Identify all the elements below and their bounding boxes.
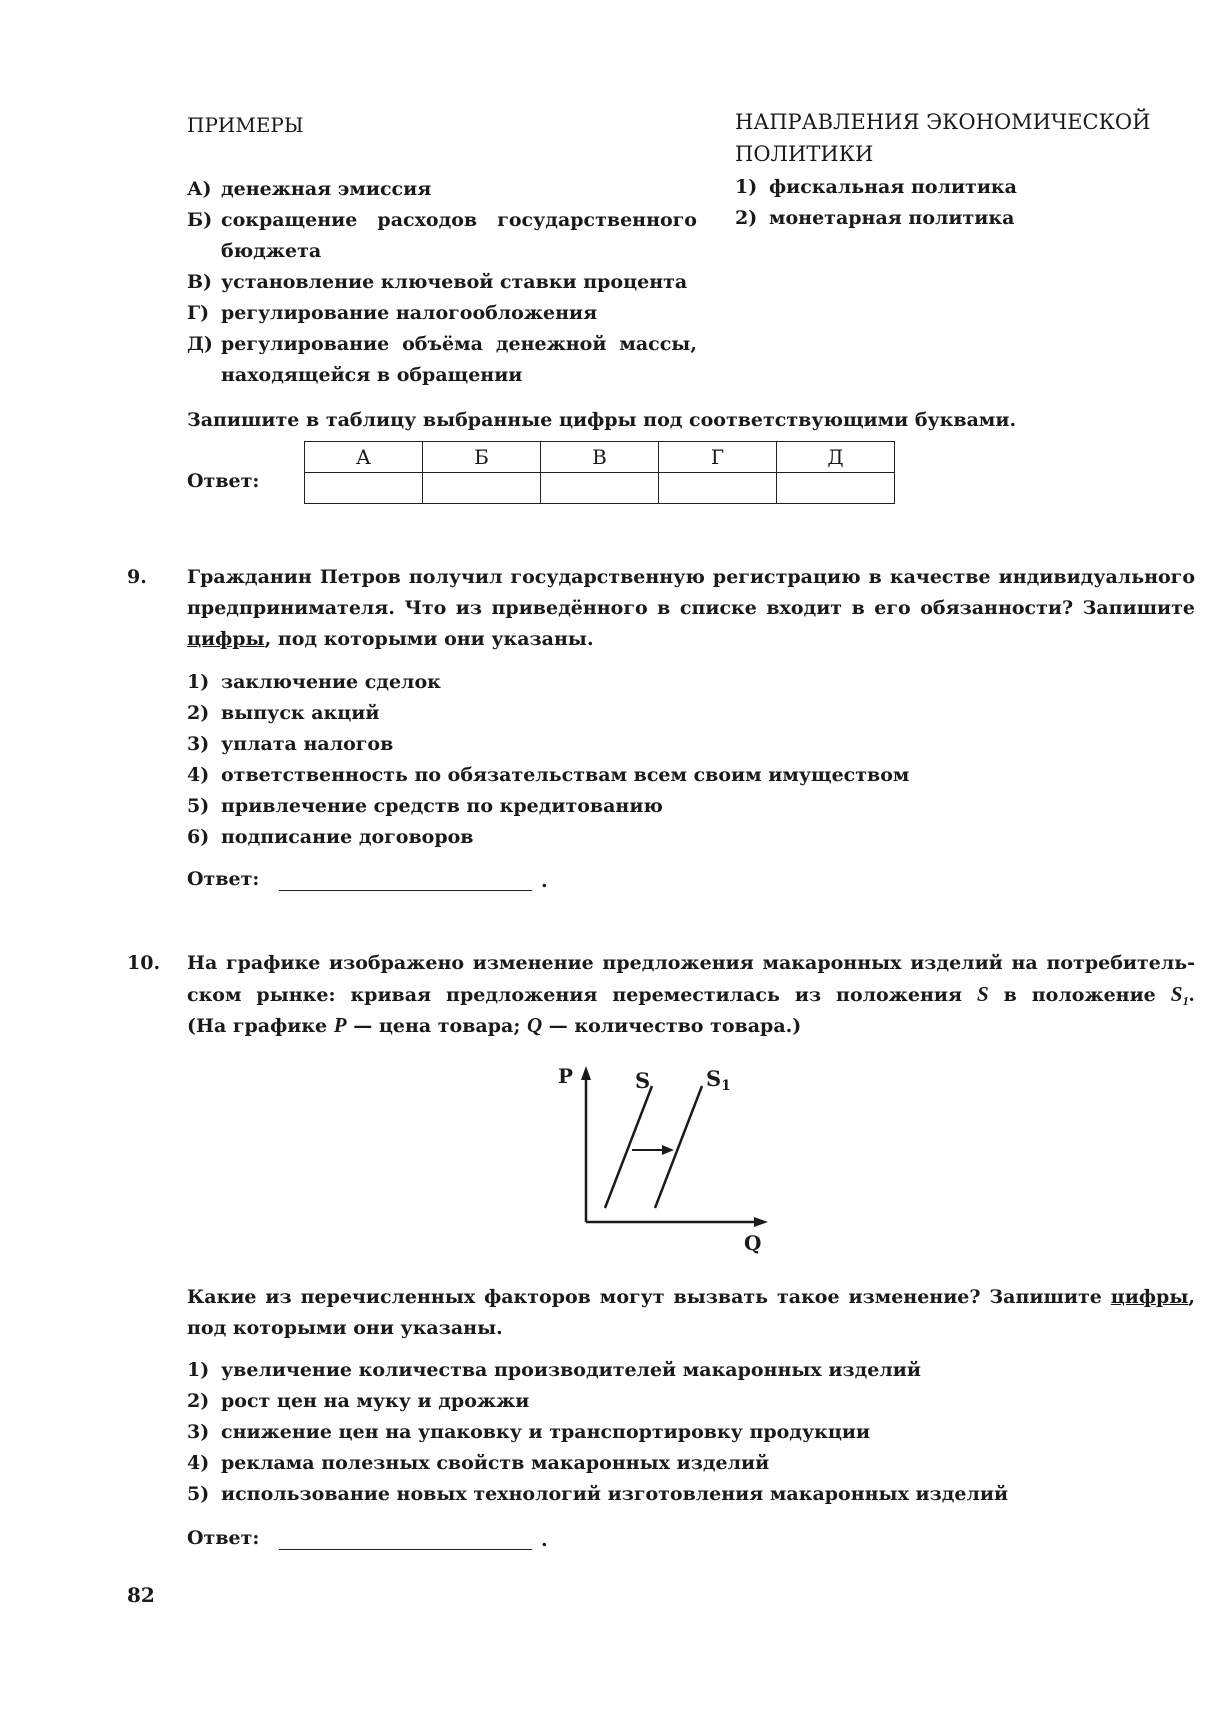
example-b-continued: бюджета — [221, 240, 322, 262]
examples-heading: ПРИМЕРЫ — [187, 113, 304, 137]
directions-heading-line1: НАПРАВЛЕНИЯ ЭКОНОМИЧЕСКОЙ — [735, 110, 1151, 134]
example-g: Г) регулирование налогообложения — [187, 302, 598, 324]
example-a: А) денежная эмиссия — [187, 178, 432, 200]
answer-end-10: . — [541, 1529, 548, 1551]
task10-question2-line2: под которыми они указаны. — [187, 1317, 503, 1339]
task9-question-line2: предпринимателя. Что из приведённого в списке входит в его обязанности? Запишите — [187, 597, 1195, 619]
answer-label-10: Ответ: — [187, 1527, 260, 1549]
shift-arrow-head — [662, 1145, 674, 1155]
task10-option-5: 5) использование новых технологий изготовления макаронных изделий — [187, 1483, 1009, 1505]
page-number: 82 — [127, 1583, 155, 1607]
task9-option-6: 6) подписание договоров — [187, 826, 474, 848]
supply-curve-s — [605, 1086, 652, 1208]
task9-option-4: 4) ответственность по обязательствам всем своим имуществом — [187, 764, 910, 786]
q-axis-arrow — [754, 1217, 768, 1227]
table-header-g: Г — [659, 442, 777, 473]
s-curve-label: S — [635, 1068, 651, 1093]
answer-line-9[interactable] — [279, 890, 532, 891]
task10-emphasis: цифры — [1110, 1286, 1189, 1308]
example-b: Б) сокращение расходов государственного — [187, 209, 697, 231]
answer-label-8: Ответ: — [187, 470, 260, 492]
task10-question2-line1: Какие из перечисленных факторов могут вызвать такое изменение? Запишите цифры, — [187, 1286, 1195, 1308]
task9-option-1: 1) заключение сделок — [187, 671, 441, 693]
table-header-d: Д — [777, 442, 895, 473]
task10-number: 10. — [127, 952, 161, 974]
task10-question-line2: ском рынке: кривая предложения переместилась из положения S в положение S₁. — [187, 982, 1195, 1006]
table-instruction: Запишите в таблицу выбранные цифры под соответствующими буквами. — [187, 409, 1017, 431]
table-header-v: В — [541, 442, 659, 473]
table-header-b: Б — [423, 442, 541, 473]
example-d-continued: находящейся в обращении — [221, 364, 523, 386]
s1-curve-label: S1 — [706, 1066, 731, 1094]
task10-option-1: 1) увеличение количества производителей макаронных изделий — [187, 1359, 921, 1381]
p-axis-arrow — [581, 1066, 591, 1080]
q-axis-label: Q — [744, 1231, 762, 1255]
task9-emphasis: цифры — [187, 628, 265, 650]
supply-shift-graph — [540, 1050, 780, 1260]
task10-question-line1: На графике изображено изменение предложения макаронных изделий на потребитель- — [187, 952, 1195, 974]
answer-cell-v[interactable] — [541, 473, 659, 504]
directions-heading-line2: ПОЛИТИКИ — [735, 142, 874, 166]
answer-cell-b[interactable] — [423, 473, 541, 504]
answer-line-10[interactable] — [279, 1549, 532, 1550]
answer-cell-g[interactable] — [659, 473, 777, 504]
task10-option-3: 3) снижение цен на упаковку и транспортировку продукции — [187, 1421, 871, 1443]
direction-2: 2) монетарная политика — [735, 207, 1015, 229]
task9-question-line1: Гражданин Петров получил государственную регистрацию в качестве индивидуального — [187, 566, 1195, 588]
answer-cell-d[interactable] — [777, 473, 895, 504]
direction-1: 1) фискальная политика — [735, 176, 1017, 198]
task9-option-3: 3) уплата налогов — [187, 733, 394, 755]
table-header-a: А — [305, 442, 423, 473]
task9-question-line3: цифры, под которыми они указаны. — [187, 628, 594, 650]
task9-number: 9. — [127, 566, 147, 588]
answer-end-9: . — [541, 870, 548, 892]
answer-cell-a[interactable] — [305, 473, 423, 504]
task10-option-2: 2) рост цен на муку и дрожжи — [187, 1390, 530, 1412]
p-axis-label: P — [558, 1064, 574, 1088]
example-d: Д) регулирование объёма денежной массы, — [187, 333, 697, 355]
example-v: В) установление ключевой ставки процента — [187, 271, 688, 293]
task10-question-line3: (На графике P — цена товара; Q — количество товара.) — [187, 1013, 802, 1037]
answer-table — [304, 441, 895, 504]
task9-option-5: 5) привлечение средств по кредитованию — [187, 795, 663, 817]
answer-label-9: Ответ: — [187, 868, 260, 890]
task9-option-2: 2) выпуск акций — [187, 702, 380, 724]
task10-option-4: 4) реклама полезных свойств макаронных изделий — [187, 1452, 770, 1474]
